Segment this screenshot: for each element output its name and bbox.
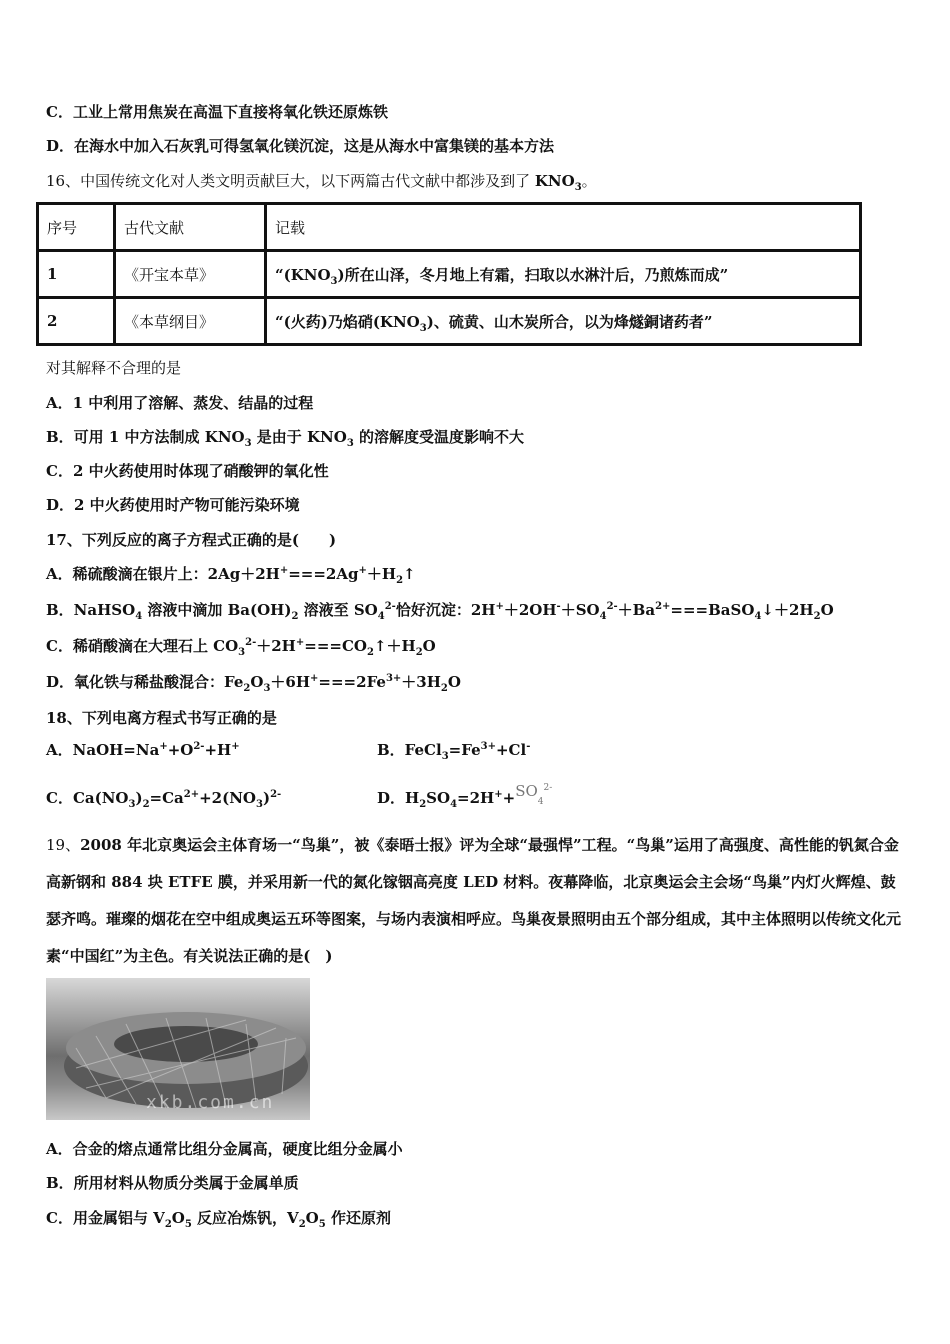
table-header: 古代文献: [115, 204, 266, 251]
option-16c: C．2 中火药使用时体现了硝酸钾的氧化性: [46, 462, 329, 480]
option-17c: C．稀硝酸滴在大理石上 $CO_3^{2-}+2H^+===CO_2↑+H_2O$: [46, 637, 436, 658]
table-header: 记载: [266, 204, 861, 251]
literature-table: [36, 202, 862, 346]
question-18: 18、下列电离方程式书写正确的是: [46, 709, 277, 727]
question-16-text: 16、中国传统文化对人类文明贡献巨大，以下两篇古代文献中都涉及到了: [46, 172, 531, 190]
question-19-text: 2008 年北京奥运会主体育场一“鸟巢”，被《泰晤士报》评为全球“最强悍”工程。“鸟巢”运用了高强度、高性能的钒氮合金高新钢和 884 块 ETFE 膜，并采用新一代的氮化镓铟高亮度 LED 材料。夜幕降临，北京奥运会主会场“鸟巢”内灯火辉煌、鼓瑟齐鸣。璀璨的烟花在空中组成奥运五环等图案，与场内表演相呼应。鸟巢夜景照明由五个部分组成，其中主体照明以传统文化元素“中国红”为主色。有关说法正确的是( ): [46, 836, 902, 965]
option-18d: D．$H_2SO_4=2H^++SO_4^{2-}$: [377, 782, 553, 810]
option-16d: D．2 中火药使用时产物可能污染环境: [46, 496, 300, 514]
question-16: 16、中国传统文化对人类文明贡献巨大，以下两篇古代文献中都涉及到了 $KNO_3$。: [46, 172, 597, 193]
option-16a: A．1 中利用了溶解、蒸发、结晶的过程: [46, 394, 314, 412]
option-17b: B．NaHSO$_4$ 溶液中滴加 $Ba(OH)_2$ 溶液至 $SO_4^{2-}$恰好沉淀：$2H^++2OH^-+SO_4^{2-}+Ba^{2+}===BaSO_4↓+2H_2O$: [46, 601, 834, 622]
kno3-formula: $KNO_3$: [534, 172, 582, 193]
question-19: [46, 827, 908, 975]
option-19a: A．合金的熔点通常比组分金属高，硬度比组分金属小: [46, 1140, 403, 1158]
table-cell: 2: [38, 298, 115, 345]
watermark: xkb.com.cn: [146, 1092, 275, 1113]
option-16b: B．可用 1 中方法制成 $KNO_3$ 是由于 $KNO_3$ 的溶解度受温度影响不大: [46, 428, 525, 449]
table-header: 序号: [38, 204, 115, 251]
table-cell: 《本草纲目》: [115, 298, 266, 345]
table-row: [38, 298, 861, 345]
option-18b: B．$FeCl_3=Fe^{3+}+Cl^-$: [377, 741, 531, 762]
table-cell: 《开宝本草》: [115, 251, 266, 298]
option-15d: D．在海水中加入石灰乳可得氢氧化镁沉淀，这是从海水中富集镁的基本方法: [46, 137, 555, 155]
question-19-number: 19、: [46, 836, 81, 854]
table-row: [38, 251, 861, 298]
table-cell-record: “$(KNO_3)$所在山泽，冬月地上有霜，扫取以水淋汁后，乃煎炼而成”: [266, 251, 861, 298]
option-19c: C．用金属铝与 $V_2O_5$ 反应冶炼钒，$V_2O_5$ 作还原剂: [46, 1209, 391, 1230]
question-16-prompt: 对其解释不合理的是: [46, 359, 182, 377]
option-15c: C．工业上常用焦炭在高温下直接将氧化铁还原炼铁: [46, 103, 388, 121]
table-header-row: [38, 204, 861, 251]
birds-nest-stadium-photo: [46, 978, 310, 1120]
option-17a: A．稀硫酸滴在银片上：$2Ag+2H^+===2Ag^++H_2↑$: [46, 565, 416, 586]
option-18c: C．$Ca(NO_3)_2=Ca^{2+}+2(NO_3)^{2-}$: [46, 789, 282, 810]
table-cell: 1: [38, 251, 115, 298]
table-cell-record: “(火药)乃焰硝$(KNO_3)$、硫黄、山木炭所合，以为烽燧銅诸药者”: [266, 298, 861, 345]
option-17d: D．氧化铁与稀盐酸混合：$Fe_2O_3+6H^+===2Fe^{3+}+3H_2O$: [46, 673, 461, 694]
question-17: 17、下列反应的离子方程式正确的是( ): [46, 531, 337, 549]
option-19b: B．所用材料从物质分类属于金属单质: [46, 1174, 299, 1192]
option-18a: A．$NaOH=Na^++O^{2-}+H^+$: [46, 741, 240, 759]
